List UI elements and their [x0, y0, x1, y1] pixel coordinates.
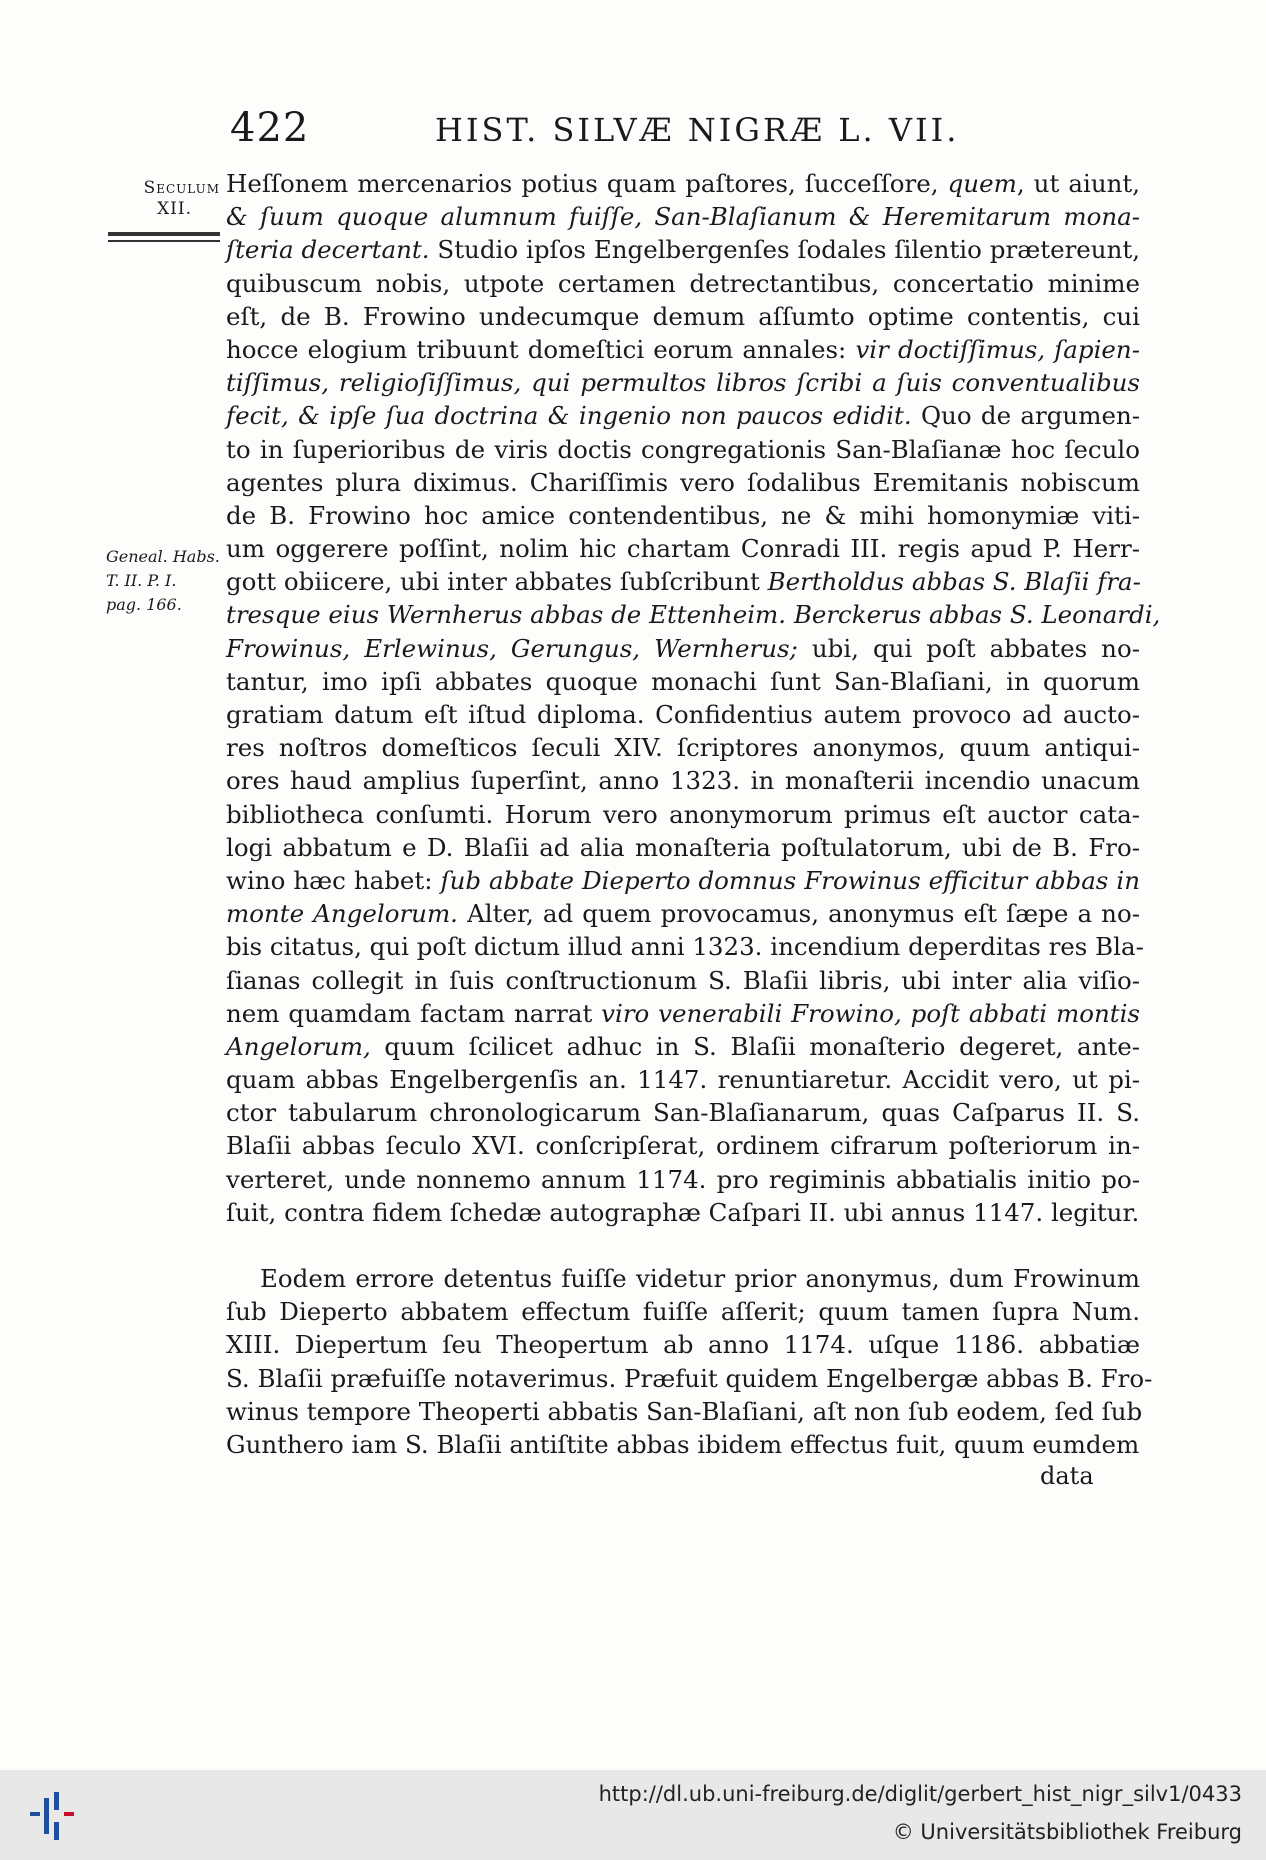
- text-line: [226, 1030, 1140, 1063]
- text-line: [226, 1196, 1140, 1229]
- paragraph-2: [226, 1262, 1153, 1461]
- text-run: Alter, ad quem provocamus, anonymus eſt ſæpe a no-: [457, 899, 1140, 929]
- text-line: [226, 499, 1140, 532]
- text-run: XIII. Diepertum ſeu Theopertum ab anno 1174. uſque 1186. abbatiæ: [226, 1330, 1140, 1360]
- text-run: Quo de argumen-: [911, 401, 1140, 431]
- text-line: [226, 532, 1140, 565]
- text-line: [226, 698, 1140, 731]
- text-line: [226, 333, 1140, 366]
- text-run: ſuit, contra fidem ſchedæ autographæ Caſpari II. ubi annus 1147. legitur.: [226, 1197, 1140, 1227]
- text-run: verteret, unde nonnemo annum 1174. pro regiminis abbatialis initio po-: [226, 1164, 1140, 1194]
- text-run: Heſſonem mercenarios potius quam paſtores, ſucceſſore,: [226, 169, 948, 198]
- text-run: eſt, de B. Frowino undecumque demum aſſumto optime contentis, cui: [226, 301, 1140, 331]
- text-run: quibuscum nobis, utpote certamen detrectantibus, concertatio minime: [226, 268, 1140, 298]
- margin-reference-line: pag. 166.: [106, 595, 182, 614]
- text-run: Blaſii abbas ſeculo XVI. conſcripſerat, ordinem cifrarum poſteriorum in-: [226, 1131, 1140, 1161]
- ub-freiburg-logo-icon: [22, 1788, 82, 1844]
- text-run: nem quamdam factam narrat: [226, 998, 602, 1028]
- text-run: Studio ipſos Engelbergenſes ſodales ſilentio prætereunt,: [429, 235, 1140, 265]
- paragraph-1: [226, 167, 1161, 1229]
- text-line: [226, 1163, 1140, 1196]
- text-line: [226, 1428, 1140, 1461]
- text-line: [226, 1262, 1140, 1295]
- text-line: [226, 997, 1140, 1030]
- text-line: [226, 897, 1140, 930]
- text-run: Gunthero iam S. Blaſii antiſtite abbas ibidem effectus fuit, quum eumdem: [226, 1429, 1140, 1459]
- text-line: [226, 1395, 1143, 1428]
- text-line: [226, 1096, 1140, 1129]
- text-line: [226, 565, 1140, 598]
- margin-reference-line: T. II. P. I.: [106, 571, 177, 590]
- text-line: [226, 399, 1140, 432]
- text-line: [226, 665, 1140, 698]
- text-run: gott obiicere, ubi inter abbates ſubſcribunt: [226, 567, 768, 597]
- page-header: [230, 105, 1130, 155]
- text-line: [226, 798, 1140, 831]
- text-line: [226, 1129, 1140, 1162]
- margin-reference: [106, 545, 226, 617]
- text-line: [226, 167, 1140, 200]
- margin-seculum-label: Seculum: [143, 178, 220, 198]
- text-line: [226, 1295, 1140, 1328]
- text-run: quam abbas Engelbergenſis an. 1147. renuntiaretur. Accidit vero, ut pi-: [226, 1065, 1140, 1095]
- text-run: to in ſuperioribus de viris doctis congregationis San-Blaſianæ hoc ſeculo: [226, 434, 1140, 464]
- running-title: HIST. SILVÆ NIGRÆ L. VII.: [435, 111, 960, 149]
- text-line: [226, 764, 1140, 797]
- text-line: [226, 433, 1140, 466]
- text-line: [226, 964, 1140, 997]
- text-line: [226, 632, 1140, 665]
- margin-seculum-number: XII.: [157, 199, 192, 219]
- italic-text: & ſuum quoque alumnum fuiſſe, San-Blaſianum & Heremitarum mona-: [226, 202, 1140, 232]
- text-line: [226, 300, 1140, 333]
- italic-text: ſub abbate Dieperto domnus Frowinus efficitur abbas in: [440, 865, 1140, 895]
- catchword: data: [1040, 1462, 1094, 1490]
- text-run: S. Blaſii præfuiſſe notaverimus. Præfuit quidem Engelbergæ abbas B. Fro-: [226, 1363, 1153, 1393]
- page-number: 422: [230, 105, 310, 151]
- text-run: um oggerere poſſint, nolim hic chartam Conradi III. regis apud P. Herr-: [226, 534, 1140, 564]
- italic-text: Angelorum,: [226, 1031, 371, 1061]
- text-run: tantur, imo ipſi abbates quoque monachi ſunt San-Blaſiani, in quorum: [226, 666, 1140, 696]
- italic-text: ſteria decertant.: [226, 235, 430, 265]
- text-line: [226, 1362, 1153, 1395]
- text-run: logi abbatum e D. Blaſii ad alia monaſteria poſtulatorum, ubi de B. Fro-: [226, 832, 1140, 862]
- margin-reference-line: Geneal. Habs.: [106, 547, 220, 566]
- text-run: de B. Frowino hoc amice contendentibus, ne & mihi homonymiæ viti-: [226, 500, 1140, 530]
- margin-seculum: [108, 178, 220, 220]
- text-line: [226, 466, 1140, 499]
- text-run: gratiam datum eſt iſtud diploma. Confidentius autem provoco ad aucto-: [226, 700, 1140, 729]
- margin-rule-thin: [108, 240, 220, 242]
- text-run: ubi, qui poſt abbates no-: [797, 633, 1140, 663]
- text-line: [226, 267, 1140, 300]
- italic-text: monte Angelorum.: [226, 899, 458, 929]
- text-line: [226, 233, 1140, 266]
- footer-bar: [0, 1770, 1266, 1860]
- text-run: ctor tabularum chronologicarum San-Blaſianarum, quas Caſparus II. S.: [226, 1098, 1140, 1128]
- text-line: [226, 864, 1140, 897]
- italic-text: quem: [947, 169, 1017, 198]
- text-line: [226, 930, 1144, 963]
- text-line: [226, 831, 1140, 864]
- italic-text: fecit, & ipſe ſua doctrina & ingenio non paucos edidit.: [226, 401, 912, 431]
- italic-text: Frowinus, Erlewinus, Gerungus, Wernherus;: [226, 633, 798, 663]
- text-run: ſianas collegit in ſuis conſtructionum S. Blaſii libris, ubi inter alia viſio-: [226, 965, 1140, 995]
- italic-text: tresque eius Wernherus abbas de Ettenheim. Berckerus abbas S. Leonardi,: [226, 600, 1161, 630]
- text-run: quum ſcilicet adhuc in S. Blaſii monaſterio degeret, ante-: [370, 1031, 1140, 1061]
- text-run: agentes plura diximus. Chariſſimis vero ſodalibus Eremitanis nobiscum: [226, 467, 1140, 497]
- text-line: [226, 200, 1140, 233]
- text-run: winus tempore Theoperti abbatis San-Blaſiani, aſt non ſub eodem, ſed ſub: [226, 1396, 1143, 1426]
- italic-text: viro venerabili Frowino, poſt abbati montis: [601, 998, 1141, 1028]
- text-line: [226, 366, 1140, 399]
- text-run: ſub Dieperto abbatem effectum fuiſſe aſſerit; quum tamen ſupra Num.: [226, 1297, 1140, 1327]
- text-line: [226, 1063, 1140, 1096]
- text-line: [226, 1328, 1140, 1361]
- text-run: bis citatus, qui poſt dictum illud anni 1323. incendium deperditas res Bla-: [226, 932, 1144, 962]
- text-run: , ut aiunt,: [1016, 169, 1141, 198]
- text-run: wino hæc habet:: [226, 865, 441, 895]
- footer-copyright: © Universitätsbibliothek Freiburg: [892, 1820, 1242, 1844]
- text-run: Eodem errore detentus fuiſſe videtur prior anonymus, dum Frowinum: [260, 1264, 1140, 1293]
- margin-rule: [108, 232, 220, 236]
- text-line: [226, 598, 1161, 631]
- text-run: hocce elogium tribuunt domeſtici eorum annales:: [226, 334, 856, 364]
- footer-url-link[interactable]: http://dl.ub.uni-freiburg.de/diglit/gerbert_hist_nigr_silv1/0433: [598, 1782, 1242, 1806]
- text-run: ores haud amplius ſuperſint, anno 1323. in monaſterii incendio unacum: [226, 766, 1140, 796]
- italic-text: Bertholdus abbas S. Blaſii fra-: [767, 567, 1141, 597]
- text-line: [226, 731, 1140, 764]
- italic-text: vir doctiſſimus, ſapien-: [855, 334, 1140, 364]
- text-run: res noſtros domeſticos ſeculi XIV. ſcriptores anonymos, quum antiqui-: [226, 733, 1140, 763]
- text-run: bibliotheca conſumti. Horum vero anonymorum primus eſt auctor cata-: [226, 799, 1140, 829]
- italic-text: tiſſimus, religioſiſſimus, qui permultos libros ſcribi a ſuis conventualibus: [226, 368, 1140, 398]
